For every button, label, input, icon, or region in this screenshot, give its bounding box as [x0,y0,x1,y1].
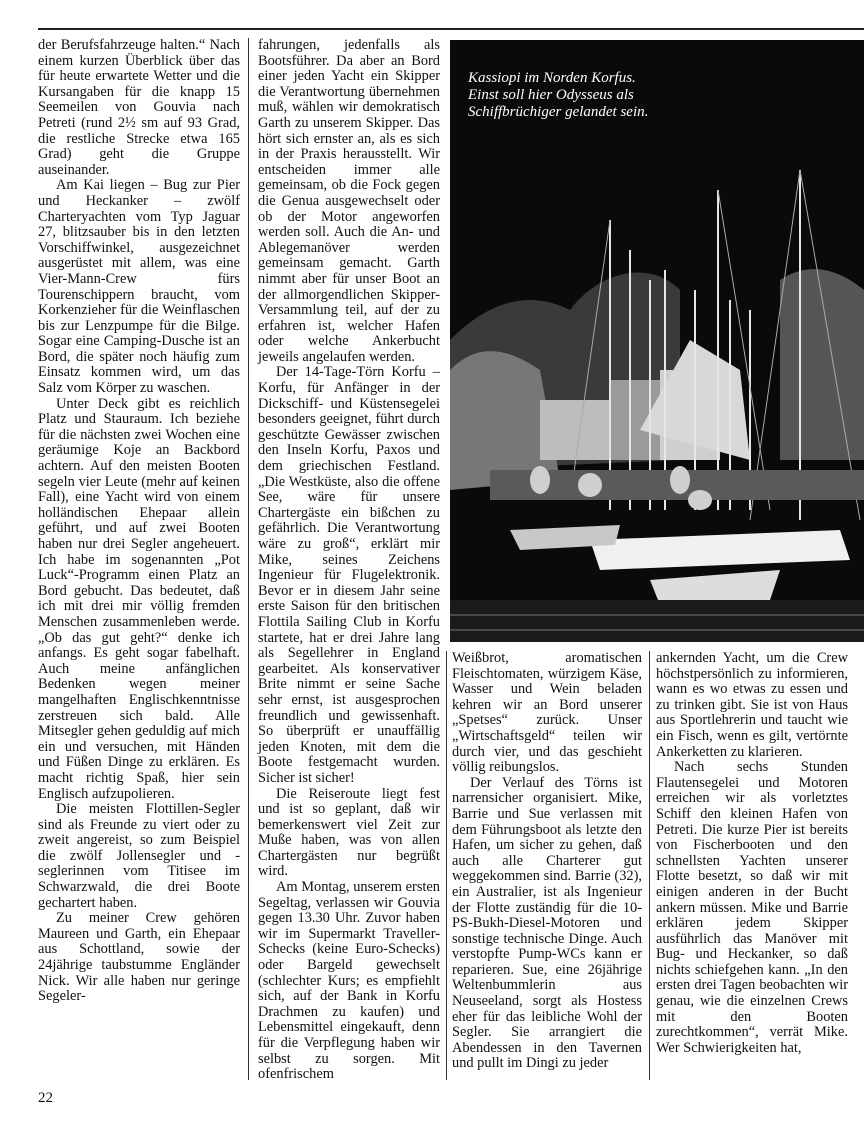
paragraph: Die Reiseroute liegt fest und ist so geplant, daß wir bemerkenswert viel Zeit zur Muße haben, was von allen Chartergästen nur begrüßt wird. [258,785,440,880]
article-column-1 [38,38,240,1005]
article-column-2 [258,38,440,1083]
paragraph: Unter Deck gibt es reichlich Platz und Stauraum. Ich beziehe für die nächsten zwei Wochen eine geräumige Koje an Backbord achtern. Auf den meisten Booten segeln vier Leute (mehr auf keinen Fall), eine Yacht wird von einem holländischen Ehepaar allein geführt, und auf zwei Booten haben nur drei Segler angeheuert. Ich habe im sogenannten „Pot Luck“-Programm einen Platz an Bord gebucht. Das bedeutet, daß ich mit drei mir völlig fremden Menschen zusammenleben werde. „Ob das gut geht?“ denke ich anfangs. Es geht sogar fabelhaft. Auch meine anfänglichen Bedenken wegen meiner mangelhaften Englischkenntnisse zerstreuen sich bald. Alle Mitsegler gehen geduldig auf mich ein und versuchen, mit Händen und Füßen Dinge zu erklären. Es macht richtig Spaß, hier sein Englisch aufzupolieren. [38,395,240,802]
column-rule [446,651,447,1080]
column-rule [248,38,249,1080]
page-number: 22 [38,1090,53,1106]
article-column-3 [452,651,642,1072]
column-rule [649,651,650,1080]
paragraph: Zu meiner Crew gehören Maureen und Garth, ein Ehepaar aus Schottland, sowie der 24jährige taubstumme Engländer Nick. Wir alle haben nur geringe Segeler- [38,910,240,1005]
paragraph: Am Kai liegen – Bug zur Pier und Heckanker – zwölf Charteryachten vom Typ Jaguar 27, blitzsauber bis in den letzten Vorschiffwinkel, ausgezeichnet ausgerüstet mit allem, was eine Vier-Mann-Crew fürs Tourenschippern braucht, vom Korkenzieher für die Weinflaschen bis zur Lenzpumpe für die Bilge. Sogar eine Camping-Dusche ist an Bord, die später noch häufig zum Einsatz kommen wird, um das Salz vom Körper zu waschen. [38,177,240,397]
paragraph: Der Verlauf des Törns ist narrensicher organisiert. Mike, Barrie und Sue verlassen mit dem Führungsboot als letzte den Hafen, um sicher zu gehen, daß auch alle Charterer gut weggekommen sind. Barrie (32), ein Australier, ist als Ingenieur der Flotte zuständig für die 10-PS-Bukh-Diesel-Motoren und sonstige technische Dinge. Auch verstopfte Pump-WCs kann er reparieren. Sue, eine 26jährige Weltenbummlerin aus Neuseeland, sorgt als Hostess eher für das leibliche Wohl der Segler. Sie arrangiert die Abendessen in den Tavernen und pullt im Dingi zu jeder [452,774,642,1072]
article-column-4 [656,651,848,1056]
harbor-photo-illustration [450,40,864,642]
paragraph: Nach sechs Stunden Flautensegelei und Motoren erreichen wir als vorletztes Schiff den kleinen Hafen von Petreti. Die kurze Pier ist bereits von Fischerbooten und den schnellsten Yachten unserer Flotte besetzt, so daß wir mit einigen anderen in der Bucht ankern müssen. Mike und Barrie erklären jedem Skipper ausführlich das Manöver mit Bug- und Heckanker, so daß nichts schiefgehen kann. „In den ersten drei Tagen beobachten wir genau, wie die einzelnen Crews mit den Booten zurechtkommen“, verrät Mike. Wer Schwierigkeiten hat, [656,759,848,1056]
paragraph: Am Montag, unserem ersten Segeltag, verlassen wir Gouvia gegen 13.30 Uhr. Zuvor haben wir im Supermarkt Traveller-Schecks (keine Euro-Schecks) oder Bargeld gewechselt (schlechter Kurs; es empfiehlt sich, auf der Bank in Korfu Drachmen zu kaufen) und Lebensmittel eingekauft, denn für die Verpflegung haben wir selbst zu sorgen. Mit ofenfrischem [258,879,440,1083]
paragraph: Weißbrot, aromatischen Fleischtomaten, würzigem Käse, Wasser und Wein beladen kehren wir an Bord unserer „Spetses“ zurück. Unser „Wirtschaftsgeld“ teilen wir durch vier, und das geschieht völlig reibungslos. [452,650,642,776]
paragraph: ankernden Yacht, um die Crew höchstpersönlich zu informieren, wann es wo etwas zu essen und zu trinken gibt. Sie ist von Haus aus Sportlehrerin und taucht wie ein Fisch, wenn es gilt, vertörnte Ankerketten zu klarieren. [656,650,848,760]
paragraph: fahrungen, jedenfalls als Bootsführer. Da aber an Bord einer jeden Yacht ein Skipper die Verantwortung übernehmen muß, wählen wir demokratisch Garth zu unserem Skipper. Das hört sich ernster an, als es sich in der Praxis herausstellt. Wir entscheiden immer alle gemeinsam, ob die Fock gegen die Genua ausgewechselt oder ob der Motor angeworfen werden soll. Auch die An- und Ablegemanöver werden gemeinsam gemacht. Garth nimmt aber für unser Boot an der allmorgendlichen Skipper-Versammlung teil, auf der zu erfahren ist, welcher Hafen oder welche Ankerbucht jeweils angelaufen werden. [258,37,440,365]
paragraph: Die meisten Flottillen-Segler sind als Freunde zu viert oder zu zweit angereist, so zum Beispiel die zwölf Jollensegler und -seglerinnen vom Titisee im Schwarzwald, die drei Boote gechartert haben. [38,801,240,911]
top-rule [38,28,864,30]
photo-caption: Kassiopi im Norden Korfus. Einst soll hier Odysseus als Schiffbrüchiger gelandet sein. [468,70,649,120]
paragraph: der Berufsfahrzeuge halten.“ Nach einem kurzen Überblick über das für heute erwartete Wetter und die Kursangaben für die knapp 15 Seemeilen von Gouvia nach Petreti (rund 2½ sm auf 93 Grad, die restliche Strecke etwa 165 Grad) geht die Gruppe auseinander. [38,37,240,178]
harbor-photo [450,40,864,642]
paragraph: Der 14-Tage-Törn Korfu – Korfu, für Anfänger in der Dickschiff- und Küstensegelei besonders geeignet, führt durch geschützte Gewässer zwischen den Inseln Korfu, Paxos und dem griechischen Festland. „Die Westküste, also die offene See, wäre für unsere Chartergäste ein bißchen zu gefährlich. Die Verantwortung wäre zu groß“, erklärt mir Mike, seines Zeichens Ingenieur für Flugelektronik. Bevor er in diesem Jahr seine erste Saison für den britischen Flottila Sailing Club in Korfu startete, hat er drei Jahre lang als Segellehrer in England gearbeitet. Als konservativer Brite nimmt er seine Sache sehr ernst, ist ausgesprochen freundlich und gewissenhaft. So überprüft er unauffällig jeden Knoten, mit dem die Boote festgemacht wurden. Sicher ist sicher! [258,364,440,786]
